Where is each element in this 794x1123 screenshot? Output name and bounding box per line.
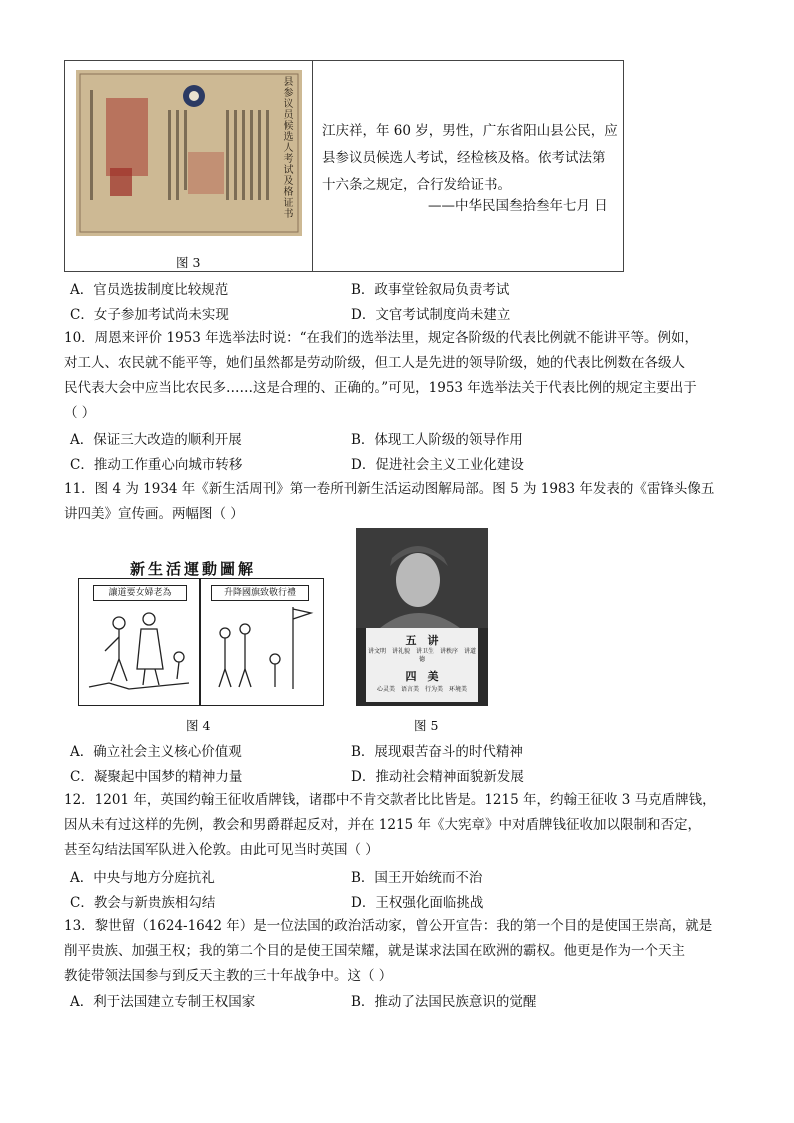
q11-option-a: A．确立社会主义核心价值观 — [70, 744, 242, 760]
q9-options-row — [64, 278, 728, 302]
q10-options-row — [64, 453, 728, 477]
q12-options-row — [64, 891, 728, 915]
figure3-line: 县参议员候选人考试，经检核及格。依考试法第 — [322, 150, 606, 166]
fig4-panel2-label: 升降國旗致敬行禮 — [211, 585, 309, 601]
q11-line: 讲四美》宣传画。两幅图（ ） — [64, 506, 244, 522]
q12-options-row — [64, 866, 728, 890]
q12-option-c: C．教会与新贵族相勾结 — [70, 895, 216, 911]
fig4-panel1-label: 讓道要女婦老為 — [93, 585, 187, 601]
fig5-text1: 五 讲 — [405, 634, 439, 647]
q10-line: 10．周恩来评价 1953 年选举法时说：“在我们的选举法里，规定各阶级的代表比例就不能讲平等。例如， — [64, 330, 699, 346]
q13-option-a: A．利于法国建立专制王权国家 — [70, 994, 256, 1010]
fig4-title: 新生活運動圖解 — [130, 560, 257, 578]
q10-option-a: A．保证三大改造的顺利开展 — [70, 432, 242, 448]
figure3-signature: ——中华民国叁拾叁年七月 日 — [428, 198, 608, 214]
q10-line: 对工人、农民就不能平等，她们虽然都是劳动阶级，但工人是先进的领导阶级，她的代表比例数在各级人 — [64, 355, 685, 371]
q11-options-row — [64, 765, 728, 789]
q11-options-row — [64, 740, 728, 764]
q13-option-b: B．推动了法国民族意识的觉醒 — [351, 994, 537, 1010]
question-10 — [64, 326, 728, 426]
q13-line: 教徒带领法国参与到反天主教的三十年战争中。这（ ） — [64, 968, 393, 984]
q10-option-b: B．体现工人阶级的领导作用 — [351, 432, 523, 448]
fig4-drawing — [79, 579, 322, 704]
fig5-text4: 心灵美 语言美 行为美 环境美 — [376, 686, 467, 693]
figure4-caption: 图 4 — [186, 718, 211, 733]
q9-option-d: D．文官考试制度尚未建立 — [351, 307, 511, 323]
figure4-frame — [78, 578, 324, 706]
q12-option-a: A．中央与地方分庭抗礼 — [70, 870, 215, 886]
q13-line: 削平贵族、加强王权；我的第二个目的是使王国荣耀，就是谋求法国在欧洲的霸权。他更是作为一个天主 — [64, 943, 685, 959]
q9-option-c: C．女子参加考试尚未实现 — [70, 307, 229, 323]
q12-line: 因从未有过这样的先例，教会和男爵群起反对，并在 1215 年《大宪章》中对盾牌钱征收加以限制和否定， — [64, 817, 701, 833]
figure3-line: 十六条之规定，合行发给证书。 — [322, 177, 511, 193]
question-11 — [64, 477, 728, 527]
q11-option-b: B．展现艰苦奋斗的时代精神 — [351, 744, 523, 760]
q13-line: 13．黎世留（1624-1642 年）是一位法国的政治活动家，曾公开宣告：我的第一个目的是使国王崇高，就是 — [64, 918, 713, 934]
q12-option-b: B．国王开始统而不治 — [351, 870, 483, 886]
figure3-caption: 图 3 — [176, 255, 201, 270]
certificate-image — [76, 70, 302, 236]
q9-options-row — [64, 303, 728, 327]
fig5-text2: 讲文明 讲礼貌 讲卫生 讲秩序 讲道德 — [368, 648, 477, 663]
q12-line: 甚至勾结法国军队进入伦敦。由此可见当时英国（ ） — [64, 842, 379, 858]
q13-options-row — [64, 990, 728, 1014]
figure3-line: 江庆祥，年 60 岁，男性，广东省阳山县公民，应 — [322, 123, 618, 139]
q11-option-d: D．推动社会精神面貌新发展 — [351, 769, 524, 785]
q10-line: （ ） — [64, 405, 96, 421]
q10-option-d: D．促进社会主义工业化建设 — [351, 457, 524, 473]
q11-option-c: C．凝聚起中国梦的精神力量 — [70, 769, 243, 785]
q12-line: 12．1201 年，英国约翰王征收盾牌钱，诸郡中不肯交款者比比皆是。1215 年，约翰王征收 3 马克盾牌钱， — [64, 792, 716, 808]
q10-line: 民代表大会中应当比农民多……这是合理的、正确的。”可见，1953 年选举法关于代表比例的规定主要出于 — [64, 380, 697, 396]
q9-option-a: A．官员选拔制度比较规范 — [70, 282, 229, 298]
cert-title: 县参议员候选人考试及格证书 — [281, 76, 292, 219]
q10-option-c: C．推动工作重心向城市转移 — [70, 457, 243, 473]
figure3-text — [322, 118, 622, 199]
fig5-text3: 四 美 — [405, 670, 439, 683]
q10-options-row — [64, 428, 728, 452]
figure3-divider — [312, 60, 313, 272]
q11-line: 11．图 4 为 1934 年《新生活周刊》第一卷所刊新生活运动图解局部。图 5 为 1983 年发表的《雷锋头像五 — [64, 481, 715, 497]
figure5-poster — [356, 528, 488, 706]
q12-option-d: D．王权强化面临挑战 — [351, 895, 484, 911]
q9-option-b: B．政事堂铨叙局负责考试 — [351, 282, 510, 298]
figure5-caption: 图 5 — [414, 718, 439, 733]
question-12 — [64, 788, 728, 863]
question-13 — [64, 914, 728, 989]
